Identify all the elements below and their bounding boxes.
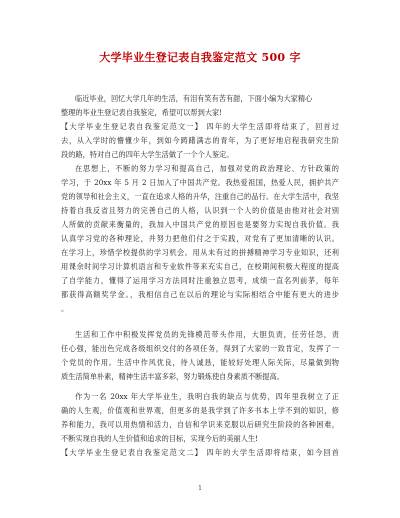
paragraph-line: 不断实现自我的人生价值和追求的目标，实现今后的美丽人生! [61, 434, 258, 443]
section-heading-label: 【大学毕业生登记表自我鉴定范文二】 [61, 448, 204, 457]
page-number: 1 [198, 485, 202, 492]
paragraph-line: 持着自我反省且努力的完善自己的人格，认识到一个人的价值是由他对社会对别 [61, 206, 339, 215]
paragraph-line: 了自学能力，懂得了运用学习方法同时注重独立思考，成绩一直名列前茅，每年 [61, 276, 339, 285]
section-heading [61, 122, 339, 132]
paragraph-line: 任心强，能出色完成各级组织交付的各项任务，得到了大家的一致肯定，发挥了一 [61, 344, 339, 353]
paragraph-line: 作为一名 20xx 年大学毕业生，我明白我的缺点与优势，四年里我树立了正 [75, 392, 339, 401]
section-heading [61, 448, 339, 458]
section-heading-label: 【大学毕业生登记表自我鉴定范文一】 [61, 122, 204, 131]
paragraph-line: 党的领导和社会主义，一直在追求人格的升华，注重自己的品行。在大学生活中，我坚 [61, 192, 339, 201]
paragraph-line: 质生活简单朴素，精神生活丰富多彩，努力锻炼使自身素质不断提高。 [61, 372, 284, 381]
intro-line: 整理的毕业生登记表自我鉴定，希望可以帮到大家! [61, 108, 223, 117]
paragraph-line: 认真学习党的各种理论，并努力把他们付之于实践，对党有了更加清晰的认识。 [61, 234, 339, 243]
intro-line: 临近毕业，回忆大学几年的生活，有泪有笑有苦有甜，下面小编为大家精心 [75, 94, 313, 103]
paragraph-line: 学习，于 20xx 年 5 月 2 日加入了中国共产党。我热爱祖国，热爱人民，拥护共产 [61, 178, 339, 187]
paragraph-line: 在思想上，不断的努力学习和提高自己，加强对党的政治理论、方针政策的 [75, 164, 339, 173]
paragraph-line: 。 [61, 304, 69, 313]
paragraph-line: 个党员的作用。生活中作风优良，待人诚恳，能较好处理人际关际，尽量做到物 [61, 358, 339, 367]
paragraph-line: 确的人生观，价值观和世界观，但更多的是我学到了许多书本上学不到的知识，修 [61, 406, 339, 415]
paragraph-line: 人所做的贡献来衡量的，我加入中国共产党的原因也是要努力实现自我价值。我 [61, 220, 339, 229]
paragraph-line: 用课余时间学习计算机语言和专业软件等来充实自己，在校期间积极大程度的提高 [61, 262, 339, 271]
document-title: 大学毕业生登记表自我鉴定范文 500 字 [99, 51, 301, 64]
paragraph-line: 生活和工作中积极发挥党员的先锋模范带头作用，大胆负责，任劳任怨，责 [75, 330, 339, 339]
section-heading-text: 四年的大学生活即将结束，如今回首 [206, 448, 339, 457]
section-heading-text: 四年的大学生活即将结束了，回首过 [206, 122, 339, 131]
paragraph-line: 都获得高额奖学金。，我相信自己在以后的理论与实际相结合中能有更大的进步 [61, 290, 339, 299]
paragraph-line: 在学习上，珍惜学校提供的学习机会。用从未有过的拼搏精神学习专业知识，还利 [61, 248, 339, 257]
paragraph-line: 段的路，特对自己的四年大学生活做了一个个人鉴定。 [61, 150, 234, 159]
paragraph-line: 养和能力，我可以用热情和活力，自信和学识来克服以后研究生阶段的各种困难， [61, 420, 339, 429]
paragraph-line: 去，从入学时的懵懂少年，到如今踌躇满志的青年，为了更好地启程我研究生阶 [61, 136, 339, 145]
